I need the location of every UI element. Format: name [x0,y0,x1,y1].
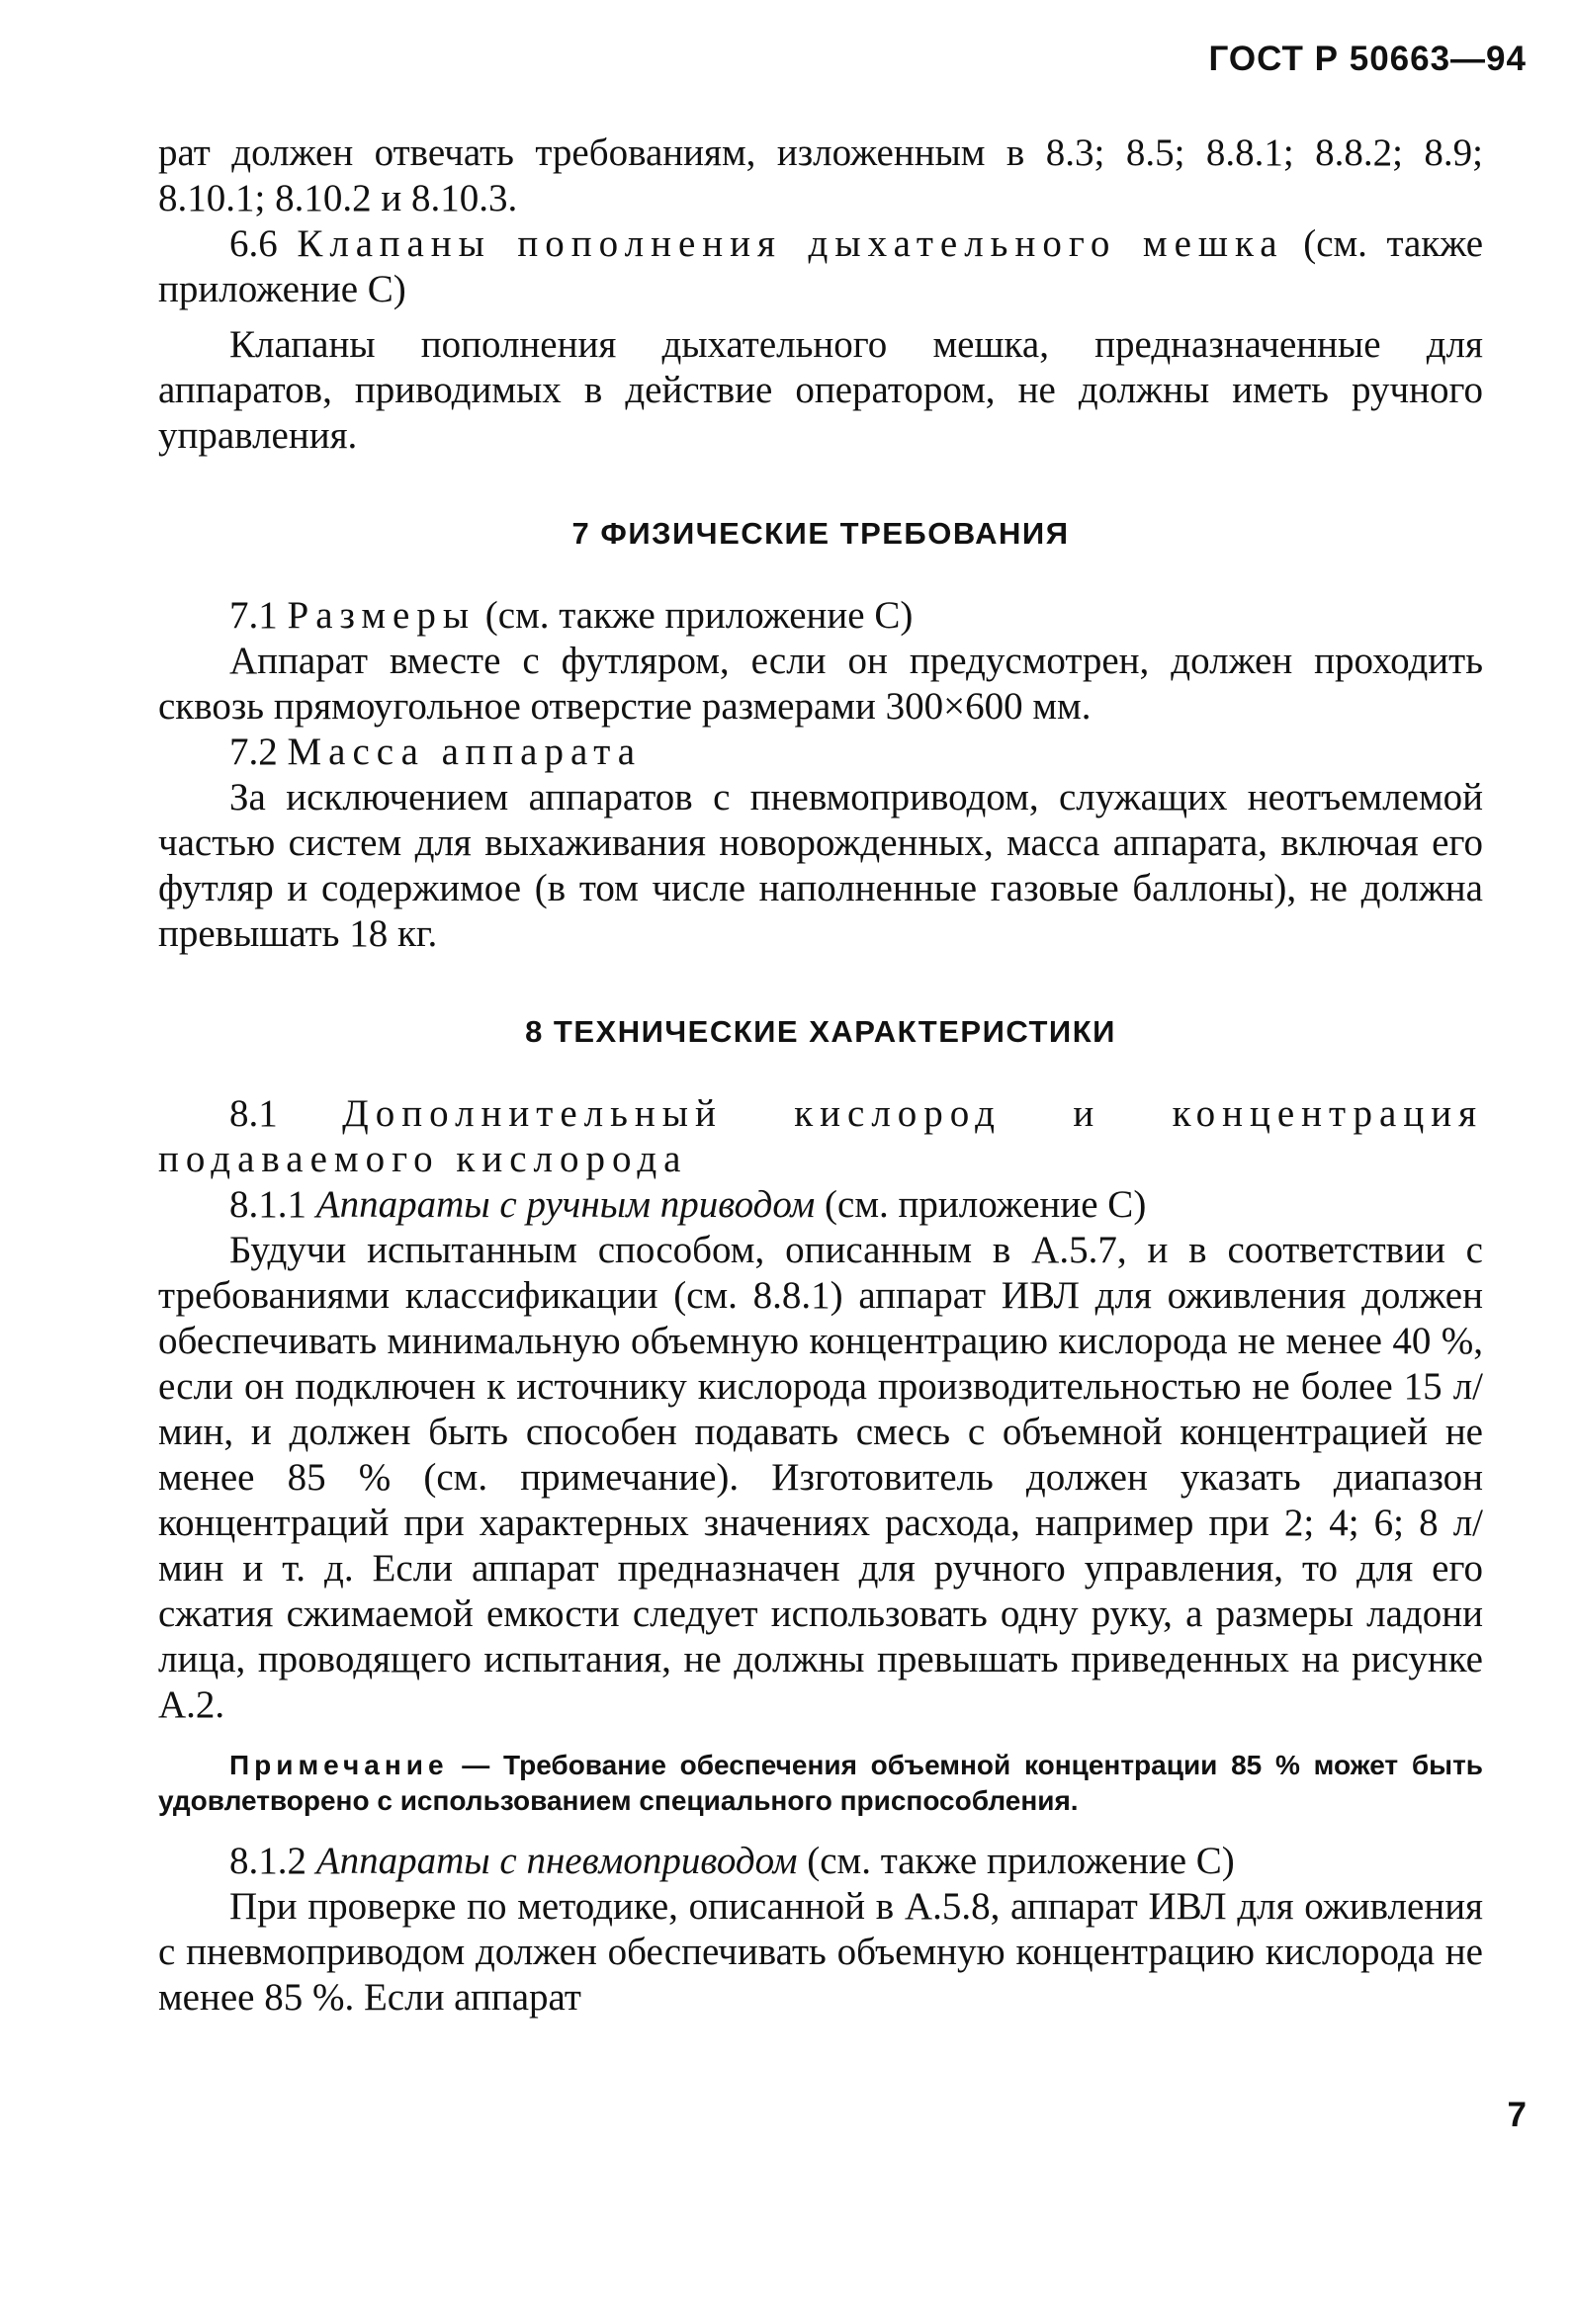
note-block [158,1748,1483,1819]
section-title: Масса аппарата [287,731,643,773]
section-number: 8.1.1 [229,1183,306,1226]
section-title: Размеры [287,594,477,637]
note-text: — Требование обеспечения объемной концентрации 85 % может быть удовлетворено с использованием специального приспособления. [158,1750,1483,1816]
section-reference: (см. также приложение С) [484,594,914,637]
continuation-paragraph: рат должен отвечать требованиям, изложенным в 8.3; 8.5; 8.8.1; 8.8.2; 8.9; 8.10.1; 8.10.2 и 8.10.3. [158,131,1483,219]
section-title: Аппараты с пневмоприводом [315,1840,798,1882]
section-number: 8.1.2 [229,1840,306,1882]
section-reference: (см. также приложение С) [158,222,1484,310]
section-8-1-2-heading [158,1839,1483,1884]
document-code-header: ГОСТ Р 50663—94 [1208,40,1527,78]
section-8-1-1-heading [158,1182,1483,1228]
section-8-1-heading [158,1091,1483,1182]
section-title: Дополнительный кислород и концентрация подаваемого кислорода [158,1092,1484,1180]
chapter-8-heading: 8 ТЕХНИЧЕСКИЕ ХАРАКТЕРИСТИКИ [525,1014,1116,1049]
section-number: 7.2 [229,731,278,773]
section-number: 6.6 [229,222,278,265]
section-reference: (см. также приложение С) [807,1840,1235,1882]
chapter-7-heading: 7 ФИЗИЧЕСКИЕ ТРЕБОВАНИЯ [571,516,1070,551]
section-7-1-text: Аппарат вместе с футляром, если он предусмотрен, должен проходить сквозь прямоугольное отверстие размерами 300×600 мм. [158,640,1483,728]
section-6-6-heading [158,221,1483,312]
section-7-1-heading [158,593,1483,639]
section-title: Аппараты с ручным приводом [315,1183,816,1226]
section-reference: (см. приложение С) [825,1183,1147,1226]
page-number: 7 [1507,2096,1527,2134]
note-label: Примечание [229,1750,449,1780]
section-7-2-heading [158,730,1483,775]
section-title: Клапаны пополнения дыхательного мешка [297,222,1284,265]
section-6-6-text: Клапаны пополнения дыхательного мешка, предназначенные для аппаратов, приводимых в действие оператором, не должны иметь ручного управления. [158,323,1483,457]
section-number: 8.1 [229,1092,278,1135]
section-7-2-text: За исключением аппаратов с пневмоприводом, служащих неотъемлемой частью систем для выхаживания новорожденных, масса аппарата, включая его футляр и содержимое (в том числе наполненные газовые баллоны), не должна превышать 18 кг. [158,776,1483,955]
section-8-1-2-text: При проверке по методике, описанной в А.5.8, аппарат ИВЛ для оживления с пневмоприводом должен обеспечивать объемную концентрацию кислорода не менее 85 %. Если аппарат [158,1885,1483,2019]
section-number: 7.1 [229,594,278,637]
section-8-1-1-text: Будучи испытанным способом, описанным в А.5.7, и в соответствии с требованиями классификации (см. 8.8.1) аппарат ИВЛ для оживления должен обеспечивать минимальную объемную концентрацию кислорода не менее 40 %, если он подключен к источнику кислорода производительностью не более 15 л/мин, и должен быть способен подавать смесь с объемной концентрацией не менее 85 % (см. примечание). Изготовитель должен указать диапазон концентраций при характерных значениях расхода, например при 2; 4; 6; 8 л/мин и т. д. Если аппарат предназначен для ручного управления, то для его сжатия сжимаемой емкости следует использовать одну руку, а размеры ладони лица, проводящего испытания, не должны превышать приведенных на рисунке А.2. [158,1229,1483,1726]
